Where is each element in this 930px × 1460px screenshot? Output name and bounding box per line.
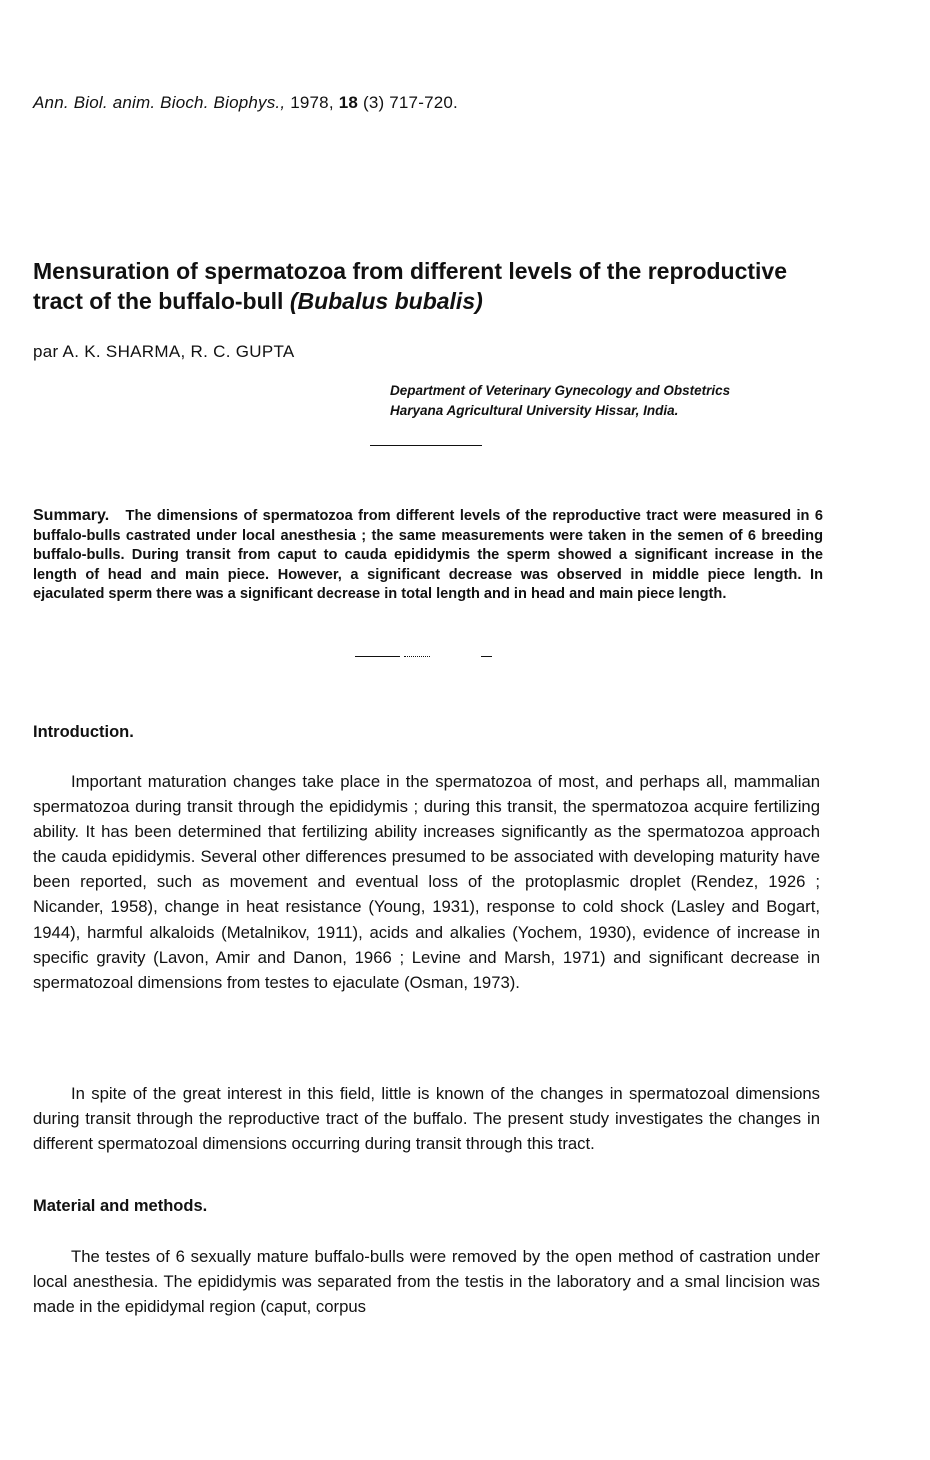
summary-paragraph: [33, 506, 823, 605]
methods-heading: Material and methods.: [33, 1197, 208, 1215]
article-title: [33, 256, 833, 316]
citation-journal: Ann. Biol. anim. Bioch. Biophys.,: [33, 93, 286, 112]
separator-dash: [355, 656, 400, 657]
introduction-paragraph-2: In spite of the great interest in this field, little is known of the changes in spermatozoal dimensions during transit through the reproductive tract of the buffalo. The present study investigates the changes in different spermatozoal dimensions occurring during transit through this tract.: [33, 1084, 820, 1154]
affiliation-line-2: Haryana Agricultural University Hissar, India.: [390, 403, 679, 418]
citation-issue-pages: (3) 717-720.: [362, 93, 458, 112]
separator-rule: [370, 445, 482, 446]
methods-paragraph-1: The testes of 6 sexually mature buffalo-bulls were removed by the open method of castration under local anesthesia. The epididymis was separated from the testis in the laboratory and a smal lincision was made in the epididymal region (caput, corpus: [33, 1247, 820, 1317]
introduction-heading: Introduction.: [33, 723, 134, 741]
affiliation: [390, 381, 730, 421]
summary-text: The dimensions of spermatozoa from different levels of the reproductive tract were measured in 6 buffalo-bulls castrated under local anesthesia ; the same measurements were taken in the semen of 6 breeding buffalo-bulls. During transit from caput to cauda epididymis the sperm showed a significant increase in the length of head and main piece. However, a significant decrease was observed in middle piece length. In ejaculated sperm there was a significant decrease in total length and in head and main piece length.: [33, 508, 823, 603]
title-main: Mensuration of spermatozoa from different levels of the reproductive tract of the buffalo-bull: [33, 258, 788, 314]
separator-dots: [404, 656, 430, 657]
author-line: par A. K. SHARMA, R. C. GUPTA: [33, 342, 295, 361]
citation-volume: 18: [338, 93, 359, 112]
summary-label: Summary.: [33, 507, 110, 524]
separator-dash-short: [481, 656, 492, 657]
affiliation-line-1: Department of Veterinary Gynecology and Obstetrics: [390, 383, 731, 398]
journal-citation: [33, 93, 458, 113]
introduction-paragraph-1: Important maturation changes take place in the spermatozoa of most, and perhaps all, mammalian spermatozoa during transit through the epididymis ; during this transit, the spermatozoa acquire fertilizing ability. It has been determined that fertilizing ability increases significantly as the spermatozoa approach the cauda epididymis. Several other differences presumed to be associated with developing maturity have been reported, such as movement and eventual loss of the protoplasmic droplet (Rendez, 1926 ; Nicander, 1958), change in heat resistance (Young, 1931), response to cold shock (Lasley and Bogart, 1944), harmful alkaloids (Metalnikov, 1911), acids and alkalies (Yochem, 1930), evidence of increase in specific gravity (Lavon, Amir and Danon, 1966 ; Levine and Marsh, 1971) and significant decrease in spermatozoal dimensions from testes to ejaculate (Osman, 1973).: [33, 772, 820, 992]
citation-year: 1978,: [290, 93, 334, 112]
title-scientific-name: (Bubalus bubalis): [289, 288, 483, 314]
